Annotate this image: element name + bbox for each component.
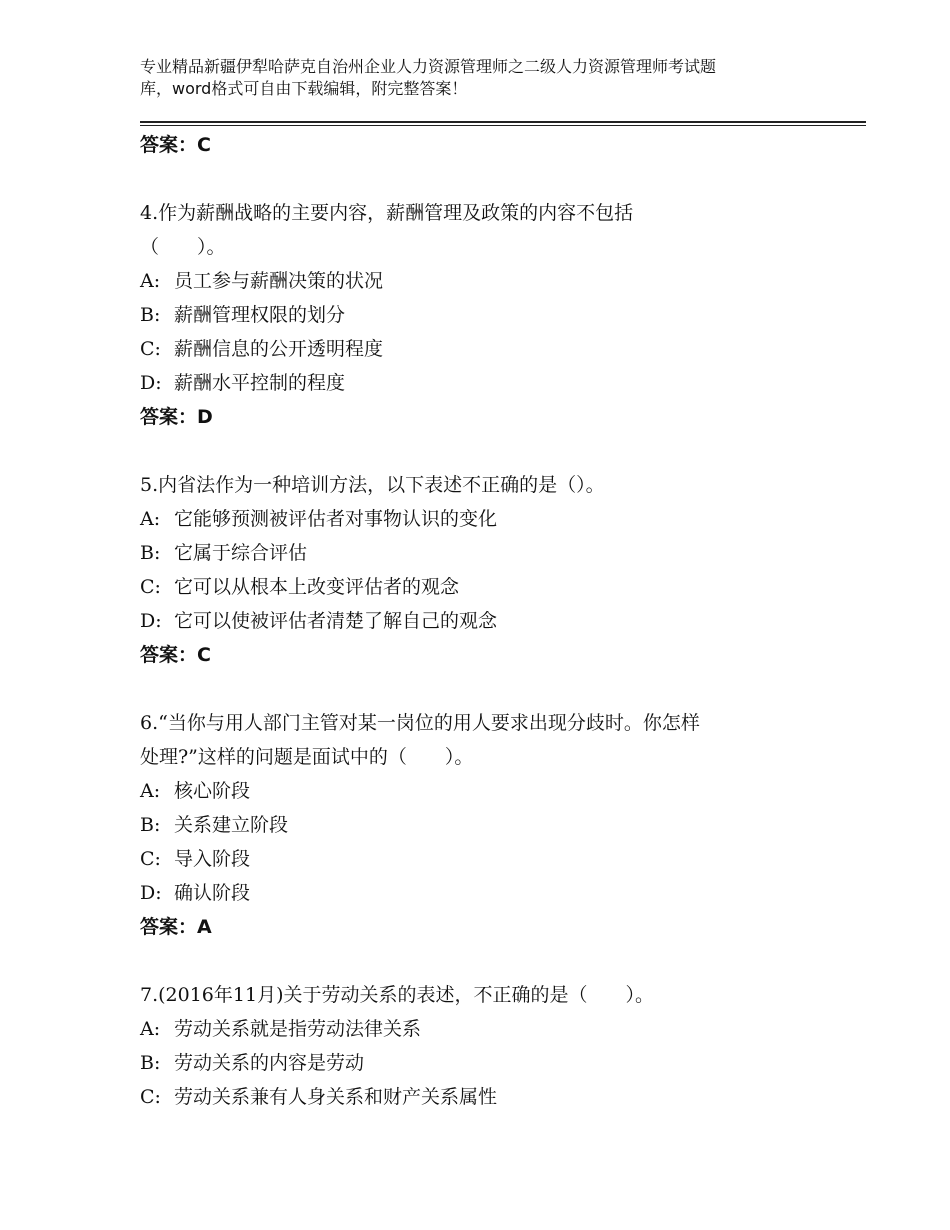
option-b — [140, 536, 840, 570]
question-4 — [140, 196, 840, 434]
option-text: 劳动关系就是指劳动法律关系 — [174, 1018, 422, 1040]
option-letter: A: — [140, 780, 161, 802]
answer-previous: 答案：C — [140, 134, 211, 156]
question-stem-line: （ ）。 — [140, 236, 226, 258]
option-letter: D: — [140, 372, 162, 394]
question-stem — [140, 978, 840, 1012]
option-letter: B: — [140, 304, 161, 326]
option-letter: C: — [140, 338, 161, 360]
option-text: 员工参与薪酬决策的状况 — [174, 270, 384, 292]
question-6 — [140, 706, 840, 944]
option-letter: D: — [140, 610, 162, 632]
option-letter: B: — [140, 1052, 161, 1074]
document-header — [140, 56, 840, 100]
question-stem — [140, 196, 840, 264]
option-letter: A: — [140, 270, 161, 292]
option-c — [140, 842, 840, 876]
option-text: 导入阶段 — [174, 848, 251, 870]
option-letter: C: — [140, 848, 161, 870]
option-d — [140, 366, 840, 400]
option-a — [140, 774, 840, 808]
question-stem-line: 7.(2016年11月)关于劳动关系的表述，不正确的是（ ）。 — [140, 984, 654, 1006]
question-stem-line: 5.内省法作为一种培训方法，以下表述不正确的是（）。 — [140, 474, 605, 496]
option-a — [140, 264, 840, 298]
option-letter: A: — [140, 508, 161, 530]
option-text: 薪酬信息的公开透明程度 — [174, 338, 384, 360]
option-text: 确认阶段 — [174, 882, 251, 904]
option-text: 劳动关系的内容是劳动 — [174, 1052, 365, 1074]
option-text: 它属于综合评估 — [174, 542, 308, 564]
question-stem — [140, 468, 840, 502]
option-letter: D: — [140, 882, 162, 904]
option-text: 劳动关系兼有人身关系和财产关系属性 — [174, 1086, 498, 1108]
option-a — [140, 502, 840, 536]
option-c — [140, 1080, 840, 1114]
option-letter: A: — [140, 1018, 161, 1040]
option-b — [140, 1046, 840, 1080]
option-a — [140, 1012, 840, 1046]
question-stem-line: 6.“当你与用人部门主管对某一岗位的用人要求出现分歧时。你怎样 — [140, 712, 700, 734]
option-text: 核心阶段 — [174, 780, 251, 802]
option-text: 它可以使被评估者清楚了解自己的观念 — [174, 610, 498, 632]
option-d — [140, 876, 840, 910]
option-c — [140, 570, 840, 604]
option-b — [140, 298, 840, 332]
option-d — [140, 604, 840, 638]
option-text: 薪酬水平控制的程度 — [174, 372, 346, 394]
document-body — [140, 128, 840, 1114]
header-rule-thin — [140, 125, 866, 126]
answer: 答案：D — [140, 406, 213, 428]
header-rule-thick — [140, 121, 866, 123]
option-text: 关系建立阶段 — [174, 814, 289, 836]
question-stem — [140, 706, 840, 774]
option-letter: C: — [140, 1086, 161, 1108]
header-line-2: 库，word格式可自由下载编辑，附完整答案！ — [140, 79, 468, 98]
question-stem-line: 4.作为薪酬战略的主要内容，薪酬管理及政策的内容不包括 — [140, 202, 634, 224]
option-text: 薪酬管理权限的划分 — [174, 304, 346, 326]
option-c — [140, 332, 840, 366]
option-letter: C: — [140, 576, 161, 598]
option-letter: B: — [140, 542, 161, 564]
answer: 答案：A — [140, 916, 212, 938]
option-text: 它可以从根本上改变评估者的观念 — [174, 576, 460, 598]
option-letter: B: — [140, 814, 161, 836]
option-b — [140, 808, 840, 842]
question-5 — [140, 468, 840, 672]
answer: 答案：C — [140, 644, 211, 666]
question-stem-line: 处理?”这样的问题是面试中的（ ）。 — [140, 746, 474, 768]
header-line-1: 专业精品新疆伊犁哈萨克自治州企业人力资源管理师之二级人力资源管理师考试题 — [140, 57, 717, 76]
question-7 — [140, 978, 840, 1114]
option-text: 它能够预测被评估者对事物认识的变化 — [174, 508, 498, 530]
